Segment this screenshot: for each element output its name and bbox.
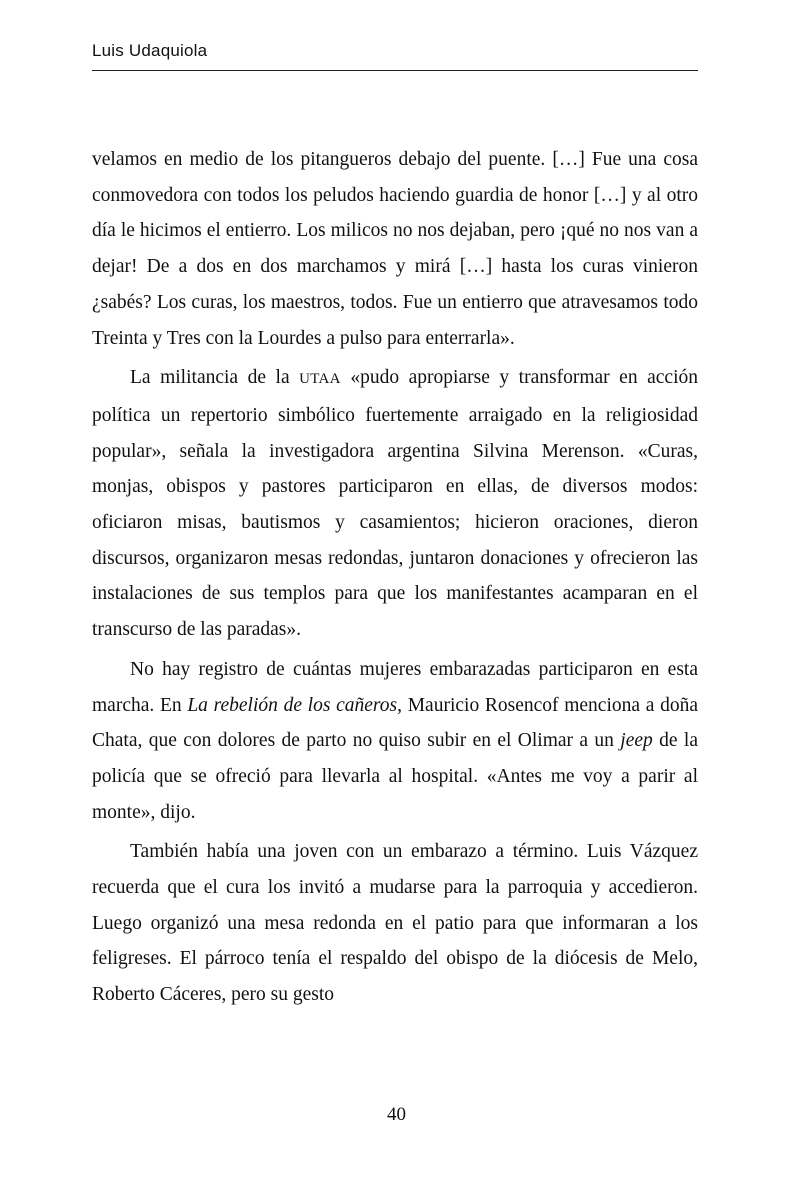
body-text [92, 142, 698, 1013]
paragraph-3-part-1: No hay registro de cuántas mujeres embarazadas participaron en esta marcha. En [92, 658, 698, 716]
utaa-acronym: UTAA [299, 371, 341, 388]
paragraph-3-part-2: , Mauricio Rosencof menciona a doña Chata, que con dolores de parto no quiso subir en el Olimar a un [92, 694, 698, 752]
paragraph-1: velamos en medio de los pitangueros debajo del puente. […] Fue una cosa conmovedora con todos los peludos haciendo guardia de honor […] y al otro día le hicimos el entierro. Los milicos no nos dejaban, pero ¡qué no nos van a dejar! De a dos en dos marchamos y mirá […] hasta los curas vinieron ¿sabés? Los curas, los maestros, todos. Fue un entierro que atravesamos todo Treinta y Tres con la Lourdes a pulso para enterrarla». [92, 149, 698, 349]
page-number: 40 [387, 1104, 406, 1125]
paragraph-3-part-3: de la policía que se ofreció para llevarla al hospital. «Antes me voy a parir al monte», dijo. [92, 730, 698, 823]
page-header [92, 40, 698, 62]
jeep-word: jeep [620, 730, 653, 752]
paragraph-2-part-2: «pudo apropiarse y transformar en acción política un repertorio simbólico fuertemente arraigado en la religiosidad popular», señala la investigadora argentina Silvina Merenson. «Curas, monjas, obispos y pastores participaron en ellas, de diversos modos: oficiaron misas, bautismos y casamientos; hicieron oraciones, dieron discursos, organizaron mesas redondas, juntaron donaciones y ofrecieron las instalaciones de sus templos para que los manifestantes acamparan en el transcurso de las paradas». [92, 367, 698, 641]
paragraph-3 [92, 652, 698, 831]
paragraph-2-part-1: La militancia de la [130, 367, 300, 389]
header-rule [92, 70, 698, 71]
running-head-author: Luis Udaquiola [92, 41, 208, 60]
paragraph-2 [92, 360, 698, 648]
book-title: La rebelión de los cañeros [187, 694, 398, 716]
paragraph-4: También había una joven con un embarazo a término. Luis Vázquez recuerda que el cura los invitó a mudarse para la parroquia y accedieron. Luego organizó una mesa redonda en el patio para que informaran a los feligreses. El párroco tenía el respaldo del obispo de la diócesis de Melo, Roberto Cáceres, pero su gesto [92, 841, 698, 1006]
